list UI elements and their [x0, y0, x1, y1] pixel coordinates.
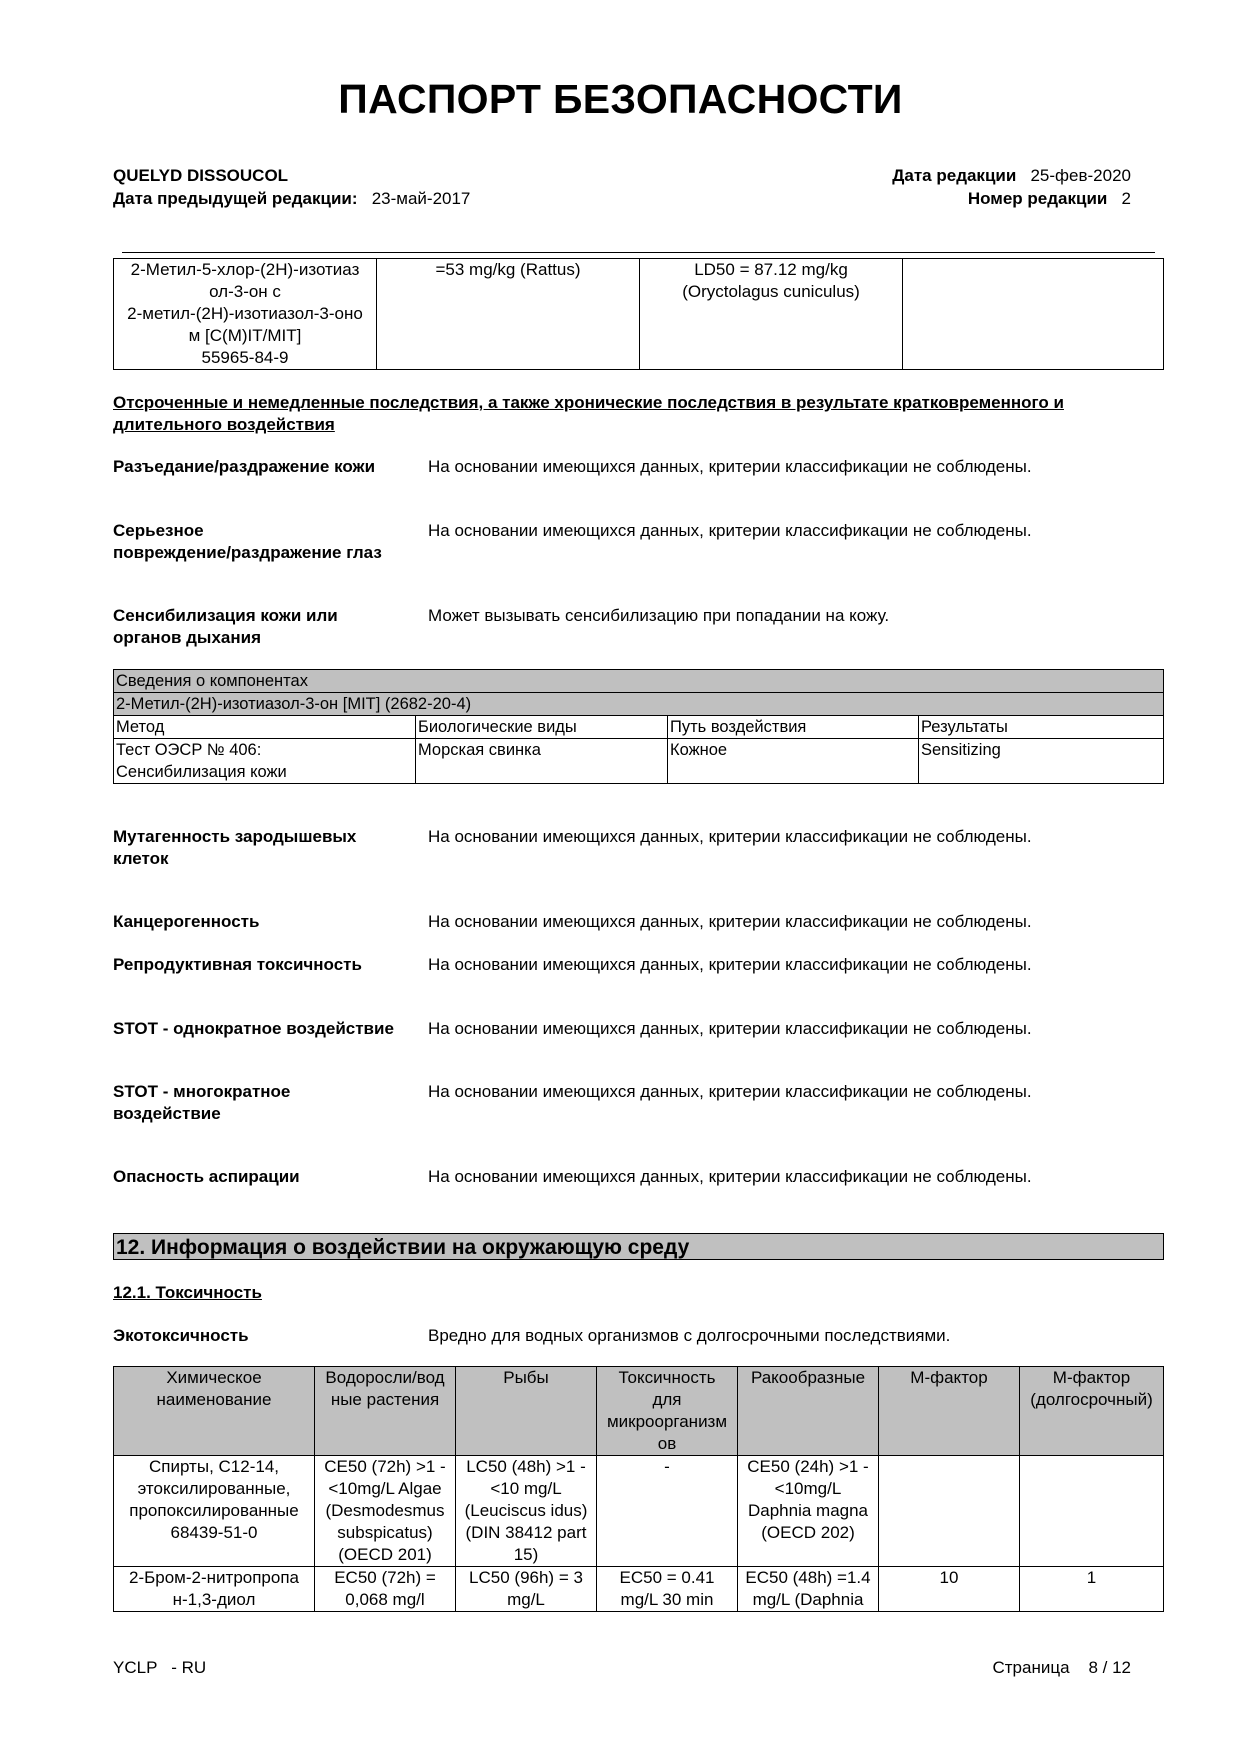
cell-line: ол-3-он с [209, 282, 281, 301]
cell-line: Тест ОЭСР № 406: [116, 741, 262, 759]
skin-corrosion-label: Разъедание/раздражение кожи [113, 457, 376, 476]
label-line: Сенсибилизация кожи или [113, 606, 338, 625]
revision-number [968, 188, 1131, 210]
label-line: органов дыхания [113, 628, 261, 647]
revision-date-label: Дата редакции [892, 166, 1017, 185]
col-header-algae [315, 1367, 456, 1456]
component-table [113, 669, 1164, 784]
mutagenicity-label [113, 826, 433, 870]
cell-line: (OECD 202) [761, 1523, 855, 1542]
cell-line: Ракообразные [750, 1368, 866, 1387]
col-header-microorganisms [597, 1367, 738, 1456]
m-factor-cell [879, 1456, 1020, 1567]
component-table-title: Сведения о компонентах [114, 670, 1164, 693]
col-header-m-factor [879, 1367, 1020, 1456]
ecotoxicity-table [113, 1366, 1164, 1612]
ecotoxicity-label: Экотоксичность [113, 1326, 249, 1345]
cell-line: н-1,3-диол [172, 1590, 256, 1609]
footer-doc-code: YCLP - RU [113, 1658, 207, 1677]
table-row [114, 739, 1164, 784]
col-header-chemical [114, 1367, 315, 1456]
reproductive-value: На основании имеющихся данных, критерии классификации не соблюдены. [428, 955, 1032, 974]
crustacea-cell [738, 1456, 879, 1567]
stot-single-value: На основании имеющихся данных, критерии классификации не соблюдены. [428, 1019, 1032, 1038]
cell-line: 15) [513, 1545, 539, 1564]
stot-repeated-label [113, 1081, 433, 1125]
inhalation-cell [903, 259, 1164, 370]
label-line: повреждение/раздражение глаз [113, 543, 382, 562]
method-cell [114, 739, 416, 784]
component-substance: 2-Метил-(2H)-изотиазол-3-он [MIT] (2682-20-4) [114, 693, 1164, 716]
microorganisms-cell [597, 1567, 738, 1612]
aspiration-label: Опасность аспирации [113, 1167, 300, 1186]
label-line: клеток [113, 849, 169, 868]
cell-line: 2-метил-(2H)-изотиазол-3-оно [127, 304, 363, 323]
cell-line: этоксилированные, [137, 1479, 291, 1498]
eye-damage-value: На основании имеющихся данных, критерии классификации не соблюдены. [428, 521, 1032, 540]
cell-line: для [652, 1390, 682, 1409]
cell-line: (DIN 38412 part [465, 1523, 587, 1542]
col-header-species: Биологические виды [416, 716, 668, 739]
heading-line: длительного воздействия [113, 415, 335, 434]
carcinogenicity-label: Канцерогенность [113, 912, 260, 931]
chemical-cell [114, 1567, 315, 1612]
oral-ld50-cell [377, 259, 640, 370]
col-header-fish [456, 1367, 597, 1456]
table-row [114, 693, 1164, 716]
cell-line: CE50 (72h) >1 - [324, 1457, 446, 1476]
reproductive-label: Репродуктивная токсичность [113, 955, 362, 974]
cell-line: (OECD 201) [338, 1545, 432, 1564]
route-cell: Кожное [668, 739, 919, 784]
prev-revision-label: Дата предыдущей редакции: [113, 189, 358, 208]
cell-line: ов [657, 1434, 677, 1453]
cell-line: Daphnia magna [747, 1501, 869, 1520]
table-row [114, 1567, 1164, 1612]
header-divider [122, 252, 1155, 253]
cell-line: наименование [156, 1390, 272, 1409]
m-factor-long-cell: 1 [1020, 1567, 1164, 1612]
label-line: воздействие [113, 1104, 221, 1123]
cell-line: Рыбы [503, 1368, 549, 1387]
cell-line: Химическое [166, 1368, 262, 1387]
cell-line: LC50 (96h) = 3 [469, 1568, 583, 1587]
revision-date-value: 25-фев-2020 [1030, 166, 1131, 185]
chemical-cell [114, 1456, 315, 1567]
cell-line: mg/L (Daphnia [752, 1590, 864, 1609]
skin-corrosion-value: На основании имеющихся данных, критерии классификации не соблюдены. [428, 457, 1032, 476]
revision-number-value: 2 [1121, 189, 1131, 208]
microorganisms-cell [597, 1456, 738, 1567]
cell-line: м [C(M)IT/MIT] [188, 326, 302, 345]
table-row [114, 1456, 1164, 1567]
product-name: QUELYD DISSOUCOL [113, 166, 289, 185]
col-header-route: Путь воздействия [668, 716, 919, 739]
cell-line: (Oryctolagus cuniculus) [682, 282, 860, 301]
algae-cell [315, 1567, 456, 1612]
ecotoxicity-value: Вредно для водных организмов с долгосрочными последствиями. [428, 1326, 951, 1345]
cell-line: (Desmodesmus [325, 1501, 445, 1520]
table-row [114, 670, 1164, 693]
species-cell: Морская свинка [416, 739, 668, 784]
sensitization-label [113, 605, 433, 649]
prev-revision-date: 23-май-2017 [371, 189, 471, 208]
cell-line: EC50 (48h) =1.4 [745, 1568, 871, 1587]
col-header-crustacea [738, 1367, 879, 1456]
cell-line: Сенсибилизация кожи [116, 763, 287, 781]
substance-cell [114, 259, 377, 370]
footer-page [992, 1658, 1131, 1678]
cell-line: <10mg/L [774, 1479, 842, 1498]
cell-line: LD50 = 87.12 mg/kg [694, 260, 848, 279]
cell-line: - [664, 1457, 670, 1476]
cell-line: LC50 (48h) >1 - [466, 1457, 586, 1476]
fish-cell [456, 1456, 597, 1567]
cell-line: ные растения [330, 1390, 440, 1409]
cell-line: (Leuciscus idus) [464, 1501, 588, 1520]
cell-line: 68439-51-0 [170, 1523, 258, 1542]
stot-repeated-value: На основании имеющихся данных, критерии классификации не соблюдены. [428, 1082, 1032, 1101]
cell-line: 0,068 mg/l [345, 1590, 425, 1609]
prev-revision [113, 188, 470, 210]
cell-line: Спирты, C12-14, [149, 1457, 279, 1476]
cell-line: М-фактор [910, 1368, 988, 1387]
cell-line: EC50 (72h) = [334, 1568, 436, 1587]
fish-cell [456, 1567, 597, 1612]
cell-line: 55965-84-9 [201, 348, 289, 367]
footer-page-number: 8 / 12 [1088, 1658, 1131, 1677]
toxicity-subheading: 12.1. Токсичность [113, 1283, 262, 1302]
eye-damage-label [113, 520, 433, 564]
cell-line: пропоксилированные [129, 1501, 299, 1520]
cell-line: subspicatus) [337, 1523, 433, 1542]
stot-single-label: STOT - однократное воздействие [113, 1019, 394, 1038]
footer-page-label: Страница [992, 1658, 1070, 1677]
col-header-method: Метод [114, 716, 416, 739]
cell-line: микроорганизм [606, 1412, 728, 1431]
table-row [114, 259, 1164, 370]
cell-line: 2-Бром-2-нитропропа [129, 1568, 299, 1587]
algae-cell [315, 1456, 456, 1567]
mutagenicity-value: На основании имеющихся данных, критерии классификации не соблюдены. [428, 827, 1032, 846]
cell-line: CE50 (24h) >1 - [747, 1457, 869, 1476]
m-factor-long-cell [1020, 1456, 1164, 1567]
cell-line: Водоросли/вод [325, 1368, 445, 1387]
cell-line: mg/L [507, 1590, 545, 1609]
heading-line: Отсроченные и немедленные последствия, а также хронические последствия в результате кратковременного и [113, 393, 1064, 412]
section-12-heading: 12. Информация о воздействии на окружающую среду [113, 1233, 1164, 1260]
cell-line: <10 mg/L [490, 1479, 562, 1498]
table-header-row [114, 1367, 1164, 1456]
m-factor-cell: 10 [879, 1567, 1020, 1612]
col-header-results: Результаты [919, 716, 1164, 739]
label-line: STOT - многократное [113, 1082, 291, 1101]
revision-number-label: Номер редакции [967, 189, 1108, 208]
revision-date [892, 165, 1131, 187]
col-header-m-factor-long [1020, 1367, 1164, 1456]
cell-line: <10mg/L Algae [328, 1479, 442, 1498]
result-cell: Sensitizing [919, 739, 1164, 784]
delayed-effects-heading [113, 392, 1173, 436]
cell-line: Токсичность [618, 1368, 716, 1387]
cell-line: (долгосрочный) [1030, 1390, 1153, 1409]
cell-line: М-фактор [1052, 1368, 1131, 1387]
carcinogenicity-value: На основании имеющихся данных, критерии классификации не соблюдены. [428, 912, 1032, 931]
sensitization-value: Может вызывать сенсибилизацию при попадании на кожу. [428, 606, 890, 625]
cell-line: =53 mg/kg (Rattus) [435, 260, 581, 279]
crustacea-cell [738, 1567, 879, 1612]
cell-line: EC50 = 0.41 [619, 1568, 715, 1587]
table-header-row [114, 716, 1164, 739]
label-line: Мутагенность зародышевых [113, 827, 357, 846]
dermal-ld50-cell [640, 259, 903, 370]
document-title: ПАСПОРТ БЕЗОПАСНОСТИ [338, 76, 903, 122]
cell-line: mg/L 30 min [620, 1590, 714, 1609]
label-line: Серьезное [113, 521, 204, 540]
aspiration-value: На основании имеющихся данных, критерии классификации не соблюдены. [428, 1167, 1032, 1186]
acute-toxicity-table [113, 258, 1164, 370]
cell-line: 2-Метил-5-хлор-(2H)-изотиаз [130, 260, 360, 279]
